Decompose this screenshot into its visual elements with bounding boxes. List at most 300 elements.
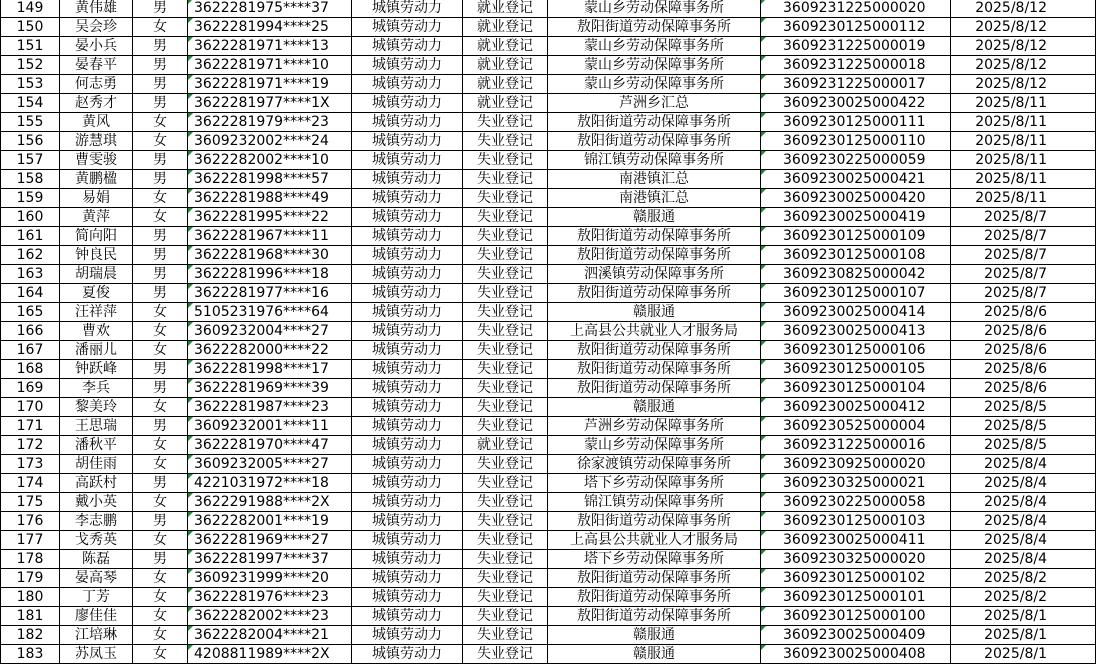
cell-agency[interactable]: 敖阳街道劳动保障事务所 — [548, 569, 761, 588]
cell-id-number[interactable]: 3622282004****21 — [188, 626, 352, 645]
table-row[interactable] — [1, 417, 1096, 436]
cell-agency[interactable]: 敖阳街道劳动保障事务所 — [548, 341, 761, 360]
cell-record-code[interactable]: 3609230125000109 — [761, 227, 951, 246]
cell-row-number[interactable]: 177 — [1, 531, 60, 550]
cell-agency[interactable]: 敖阳街道劳动保障事务所 — [548, 360, 761, 379]
cell-date[interactable]: 2025/8/6 — [951, 303, 1096, 322]
cell-agency[interactable]: 敖阳街道劳动保障事务所 — [548, 227, 761, 246]
table-row[interactable] — [1, 645, 1096, 664]
cell-registration-type[interactable]: 失业登记 — [463, 417, 548, 436]
cell-labor-type[interactable]: 城镇劳动力 — [352, 37, 463, 56]
cell-agency[interactable]: 徐家渡镇劳动保障事务所 — [548, 455, 761, 474]
cell-gender[interactable]: 男 — [133, 170, 188, 189]
cell-date[interactable]: 2025/8/7 — [951, 284, 1096, 303]
table-row[interactable] — [1, 341, 1096, 360]
cell-registration-type[interactable]: 失业登记 — [463, 265, 548, 284]
table-row[interactable] — [1, 474, 1096, 493]
cell-name[interactable]: 王思瑞 — [60, 417, 133, 436]
cell-row-number[interactable]: 173 — [1, 455, 60, 474]
cell-agency[interactable]: 蒙山乡劳动保障事务所 — [548, 436, 761, 455]
table-row[interactable] — [1, 265, 1096, 284]
cell-row-number[interactable]: 150 — [1, 18, 60, 37]
cell-labor-type[interactable]: 城镇劳动力 — [352, 417, 463, 436]
cell-id-number[interactable]: 3622281979****23 — [188, 113, 352, 132]
cell-row-number[interactable]: 149 — [1, 0, 60, 18]
table-row[interactable] — [1, 531, 1096, 550]
cell-date[interactable]: 2025/8/12 — [951, 37, 1096, 56]
cell-id-number[interactable]: 3622281977****1X — [188, 94, 352, 113]
cell-gender[interactable]: 女 — [133, 398, 188, 417]
cell-gender[interactable]: 男 — [133, 474, 188, 493]
cell-id-number[interactable]: 3622281987****23 — [188, 398, 352, 417]
table-row[interactable] — [1, 94, 1096, 113]
table-row[interactable] — [1, 398, 1096, 417]
cell-name[interactable]: 汪祥萍 — [60, 303, 133, 322]
cell-record-code[interactable]: 3609230125000101 — [761, 588, 951, 607]
cell-date[interactable]: 2025/8/4 — [951, 531, 1096, 550]
cell-id-number[interactable]: 3622281998****17 — [188, 360, 352, 379]
table-row[interactable] — [1, 455, 1096, 474]
cell-record-code[interactable]: 3609230025000411 — [761, 531, 951, 550]
cell-name[interactable]: 苏凤玉 — [60, 645, 133, 664]
cell-name[interactable]: 丁芳 — [60, 588, 133, 607]
cell-name[interactable]: 曹雯骏 — [60, 151, 133, 170]
cell-labor-type[interactable]: 城镇劳动力 — [352, 18, 463, 37]
cell-agency[interactable]: 敖阳街道劳动保障事务所 — [548, 284, 761, 303]
cell-id-number[interactable]: 3622281970****47 — [188, 436, 352, 455]
cell-id-number[interactable]: 3622281988****49 — [188, 189, 352, 208]
cell-id-number[interactable]: 5105231976****64 — [188, 303, 352, 322]
cell-registration-type[interactable]: 失业登记 — [463, 645, 548, 664]
cell-row-number[interactable]: 168 — [1, 360, 60, 379]
cell-gender[interactable]: 女 — [133, 493, 188, 512]
cell-id-number[interactable]: 3609231999****20 — [188, 569, 352, 588]
cell-date[interactable]: 2025/8/12 — [951, 75, 1096, 94]
cell-registration-type[interactable]: 失业登记 — [463, 379, 548, 398]
cell-labor-type[interactable]: 城镇劳动力 — [352, 246, 463, 265]
cell-agency[interactable]: 蒙山乡劳动保障事务所 — [548, 37, 761, 56]
cell-id-number[interactable]: 3622281971****19 — [188, 75, 352, 94]
table-row[interactable] — [1, 151, 1096, 170]
cell-date[interactable]: 2025/8/7 — [951, 227, 1096, 246]
cell-row-number[interactable]: 157 — [1, 151, 60, 170]
cell-name[interactable]: 戈秀英 — [60, 531, 133, 550]
cell-labor-type[interactable]: 城镇劳动力 — [352, 474, 463, 493]
cell-record-code[interactable]: 3609230825000042 — [761, 265, 951, 284]
cell-name[interactable]: 夏俊 — [60, 284, 133, 303]
cell-registration-type[interactable]: 就业登记 — [463, 56, 548, 75]
cell-gender[interactable]: 男 — [133, 151, 188, 170]
cell-labor-type[interactable]: 城镇劳动力 — [352, 227, 463, 246]
cell-date[interactable]: 2025/8/1 — [951, 645, 1096, 664]
cell-row-number[interactable]: 155 — [1, 113, 60, 132]
cell-id-number[interactable]: 3622281998****57 — [188, 170, 352, 189]
table-row[interactable] — [1, 0, 1096, 18]
cell-date[interactable]: 2025/8/4 — [951, 512, 1096, 531]
cell-labor-type[interactable]: 城镇劳动力 — [352, 265, 463, 284]
cell-name[interactable]: 高跃村 — [60, 474, 133, 493]
cell-labor-type[interactable]: 城镇劳动力 — [352, 645, 463, 664]
cell-agency[interactable]: 敖阳街道劳动保障事务所 — [548, 18, 761, 37]
cell-record-code[interactable]: 3609230125000102 — [761, 569, 951, 588]
cell-date[interactable]: 2025/8/6 — [951, 341, 1096, 360]
cell-labor-type[interactable]: 城镇劳动力 — [352, 398, 463, 417]
cell-agency[interactable]: 南港镇汇总 — [548, 170, 761, 189]
cell-gender[interactable]: 男 — [133, 56, 188, 75]
table-row[interactable] — [1, 379, 1096, 398]
table-row[interactable] — [1, 132, 1096, 151]
cell-date[interactable]: 2025/8/11 — [951, 132, 1096, 151]
cell-date[interactable]: 2025/8/12 — [951, 56, 1096, 75]
cell-gender[interactable]: 男 — [133, 75, 188, 94]
cell-id-number[interactable]: 3622281976****23 — [188, 588, 352, 607]
cell-registration-type[interactable]: 失业登记 — [463, 113, 548, 132]
table-row[interactable] — [1, 56, 1096, 75]
cell-registration-type[interactable]: 失业登记 — [463, 493, 548, 512]
cell-row-number[interactable]: 162 — [1, 246, 60, 265]
table-row[interactable] — [1, 512, 1096, 531]
cell-date[interactable]: 2025/8/12 — [951, 0, 1096, 18]
cell-record-code[interactable]: 3609230025000408 — [761, 645, 951, 664]
cell-row-number[interactable]: 171 — [1, 417, 60, 436]
cell-registration-type[interactable]: 就业登记 — [463, 436, 548, 455]
cell-row-number[interactable]: 159 — [1, 189, 60, 208]
cell-date[interactable]: 2025/8/5 — [951, 436, 1096, 455]
cell-gender[interactable]: 女 — [133, 322, 188, 341]
cell-labor-type[interactable]: 城镇劳动力 — [352, 341, 463, 360]
cell-agency[interactable]: 敖阳街道劳动保障事务所 — [548, 113, 761, 132]
cell-id-number[interactable]: 3622282000****22 — [188, 341, 352, 360]
cell-agency[interactable]: 芦洲乡汇总 — [548, 94, 761, 113]
cell-labor-type[interactable]: 城镇劳动力 — [352, 607, 463, 626]
cell-record-code[interactable]: 3609230525000004 — [761, 417, 951, 436]
cell-gender[interactable]: 男 — [133, 227, 188, 246]
cell-labor-type[interactable]: 城镇劳动力 — [352, 151, 463, 170]
table-row[interactable] — [1, 626, 1096, 645]
cell-labor-type[interactable]: 城镇劳动力 — [352, 550, 463, 569]
cell-date[interactable]: 2025/8/11 — [951, 189, 1096, 208]
cell-labor-type[interactable]: 城镇劳动力 — [352, 56, 463, 75]
cell-labor-type[interactable]: 城镇劳动力 — [352, 588, 463, 607]
cell-row-number[interactable]: 174 — [1, 474, 60, 493]
cell-date[interactable]: 2025/8/6 — [951, 360, 1096, 379]
cell-registration-type[interactable]: 失业登记 — [463, 512, 548, 531]
table-row[interactable] — [1, 588, 1096, 607]
cell-date[interactable]: 2025/8/5 — [951, 417, 1096, 436]
cell-name[interactable]: 胡佳雨 — [60, 455, 133, 474]
table-row[interactable] — [1, 360, 1096, 379]
cell-registration-type[interactable]: 就业登记 — [463, 75, 548, 94]
cell-agency[interactable]: 芦洲乡劳动保障事务所 — [548, 417, 761, 436]
cell-id-number[interactable]: 3609232001****11 — [188, 417, 352, 436]
cell-registration-type[interactable]: 失业登记 — [463, 246, 548, 265]
cell-date[interactable]: 2025/8/11 — [951, 151, 1096, 170]
cell-gender[interactable]: 女 — [133, 569, 188, 588]
cell-labor-type[interactable]: 城镇劳动力 — [352, 132, 463, 151]
cell-registration-type[interactable]: 失业登记 — [463, 132, 548, 151]
cell-row-number[interactable]: 178 — [1, 550, 60, 569]
cell-name[interactable]: 廖佳佳 — [60, 607, 133, 626]
cell-name[interactable]: 晏高琴 — [60, 569, 133, 588]
cell-name[interactable]: 游慧琪 — [60, 132, 133, 151]
table-row[interactable] — [1, 436, 1096, 455]
cell-gender[interactable]: 女 — [133, 645, 188, 664]
cell-name[interactable]: 简向阳 — [60, 227, 133, 246]
cell-row-number[interactable]: 169 — [1, 379, 60, 398]
cell-gender[interactable]: 男 — [133, 37, 188, 56]
cell-date[interactable]: 2025/8/7 — [951, 208, 1096, 227]
cell-registration-type[interactable]: 失业登记 — [463, 474, 548, 493]
cell-record-code[interactable]: 3609231225000018 — [761, 56, 951, 75]
table-row[interactable] — [1, 246, 1096, 265]
table-row[interactable] — [1, 208, 1096, 227]
cell-gender[interactable]: 女 — [133, 455, 188, 474]
cell-registration-type[interactable]: 失业登记 — [463, 455, 548, 474]
cell-name[interactable]: 胡瑞晨 — [60, 265, 133, 284]
cell-registration-type[interactable]: 失业登记 — [463, 550, 548, 569]
cell-name[interactable]: 黄萍 — [60, 208, 133, 227]
cell-agency[interactable]: 蒙山乡劳动保障事务所 — [548, 0, 761, 18]
cell-gender[interactable]: 男 — [133, 265, 188, 284]
cell-date[interactable]: 2025/8/12 — [951, 18, 1096, 37]
cell-id-number[interactable]: 3622282001****19 — [188, 512, 352, 531]
cell-gender[interactable]: 男 — [133, 94, 188, 113]
cell-registration-type[interactable]: 就业登记 — [463, 18, 548, 37]
cell-agency[interactable]: 敖阳街道劳动保障事务所 — [548, 512, 761, 531]
cell-row-number[interactable]: 172 — [1, 436, 60, 455]
cell-row-number[interactable]: 182 — [1, 626, 60, 645]
cell-gender[interactable]: 女 — [133, 113, 188, 132]
cell-registration-type[interactable]: 失业登记 — [463, 151, 548, 170]
cell-date[interactable]: 2025/8/11 — [951, 94, 1096, 113]
cell-agency[interactable]: 敖阳街道劳动保障事务所 — [548, 132, 761, 151]
cell-name[interactable]: 李兵 — [60, 379, 133, 398]
cell-labor-type[interactable]: 城镇劳动力 — [352, 170, 463, 189]
cell-name[interactable]: 曹欢 — [60, 322, 133, 341]
table-row[interactable] — [1, 303, 1096, 322]
cell-record-code[interactable]: 3609230125000111 — [761, 113, 951, 132]
cell-labor-type[interactable]: 城镇劳动力 — [352, 208, 463, 227]
cell-gender[interactable]: 女 — [133, 531, 188, 550]
cell-record-code[interactable]: 3609230025000414 — [761, 303, 951, 322]
cell-record-code[interactable]: 3609231225000017 — [761, 75, 951, 94]
cell-name[interactable]: 吴会珍 — [60, 18, 133, 37]
cell-labor-type[interactable]: 城镇劳动力 — [352, 113, 463, 132]
cell-registration-type[interactable]: 失业登记 — [463, 284, 548, 303]
cell-labor-type[interactable]: 城镇劳动力 — [352, 284, 463, 303]
cell-id-number[interactable]: 3622281969****27 — [188, 531, 352, 550]
cell-registration-type[interactable]: 失业登记 — [463, 227, 548, 246]
cell-name[interactable]: 江培琳 — [60, 626, 133, 645]
cell-gender[interactable]: 男 — [133, 246, 188, 265]
cell-row-number[interactable]: 181 — [1, 607, 60, 626]
table-row[interactable] — [1, 75, 1096, 94]
cell-date[interactable]: 2025/8/7 — [951, 246, 1096, 265]
cell-record-code[interactable]: 3609230125000103 — [761, 512, 951, 531]
cell-record-code[interactable]: 3609230025000422 — [761, 94, 951, 113]
cell-id-number[interactable]: 3622281967****11 — [188, 227, 352, 246]
cell-agency[interactable]: 锦江镇劳动保障事务所 — [548, 151, 761, 170]
cell-record-code[interactable]: 3609230225000059 — [761, 151, 951, 170]
cell-agency[interactable]: 泗溪镇劳动保障事务所 — [548, 265, 761, 284]
cell-labor-type[interactable]: 城镇劳动力 — [352, 512, 463, 531]
cell-labor-type[interactable]: 城镇劳动力 — [352, 531, 463, 550]
cell-registration-type[interactable]: 失业登记 — [463, 322, 548, 341]
cell-agency[interactable]: 塔下乡劳动保障事务所 — [548, 474, 761, 493]
cell-gender[interactable]: 女 — [133, 132, 188, 151]
cell-row-number[interactable]: 163 — [1, 265, 60, 284]
cell-date[interactable]: 2025/8/5 — [951, 398, 1096, 417]
cell-gender[interactable]: 女 — [133, 436, 188, 455]
cell-registration-type[interactable]: 失业登记 — [463, 626, 548, 645]
cell-agency[interactable]: 蒙山乡劳动保障事务所 — [548, 75, 761, 94]
cell-name[interactable]: 李志鹏 — [60, 512, 133, 531]
cell-record-code[interactable]: 3609230025000413 — [761, 322, 951, 341]
cell-id-number[interactable]: 3622281977****16 — [188, 284, 352, 303]
cell-gender[interactable]: 女 — [133, 341, 188, 360]
cell-row-number[interactable]: 151 — [1, 37, 60, 56]
cell-row-number[interactable]: 183 — [1, 645, 60, 664]
cell-row-number[interactable]: 156 — [1, 132, 60, 151]
cell-record-code[interactable]: 3609230925000020 — [761, 455, 951, 474]
cell-record-code[interactable]: 3609230125000108 — [761, 246, 951, 265]
cell-labor-type[interactable]: 城镇劳动力 — [352, 94, 463, 113]
cell-record-code[interactable]: 3609230025000409 — [761, 626, 951, 645]
cell-id-number[interactable]: 3609232002****24 — [188, 132, 352, 151]
cell-date[interactable]: 2025/8/1 — [951, 607, 1096, 626]
cell-date[interactable]: 2025/8/2 — [951, 569, 1096, 588]
cell-record-code[interactable]: 3609230125000100 — [761, 607, 951, 626]
cell-name[interactable]: 黄鹏楹 — [60, 170, 133, 189]
cell-id-number[interactable]: 4208811989****2X — [188, 645, 352, 664]
cell-date[interactable]: 2025/8/1 — [951, 626, 1096, 645]
cell-record-code[interactable]: 3609230225000058 — [761, 493, 951, 512]
cell-id-number[interactable]: 3622281997****37 — [188, 550, 352, 569]
cell-registration-type[interactable]: 失业登记 — [463, 607, 548, 626]
cell-row-number[interactable]: 166 — [1, 322, 60, 341]
cell-date[interactable]: 2025/8/7 — [951, 265, 1096, 284]
cell-labor-type[interactable]: 城镇劳动力 — [352, 455, 463, 474]
cell-registration-type[interactable]: 失业登记 — [463, 360, 548, 379]
cell-record-code[interactable]: 3609230025000420 — [761, 189, 951, 208]
cell-id-number[interactable]: 3622281996****18 — [188, 265, 352, 284]
cell-agency[interactable]: 塔下乡劳动保障事务所 — [548, 550, 761, 569]
cell-registration-type[interactable]: 就业登记 — [463, 37, 548, 56]
cell-row-number[interactable]: 164 — [1, 284, 60, 303]
cell-name[interactable]: 赵秀才 — [60, 94, 133, 113]
cell-agency[interactable]: 赣服通 — [548, 303, 761, 322]
cell-record-code[interactable]: 3609230025000421 — [761, 170, 951, 189]
cell-registration-type[interactable]: 失业登记 — [463, 398, 548, 417]
cell-gender[interactable]: 男 — [133, 284, 188, 303]
cell-date[interactable]: 2025/8/2 — [951, 588, 1096, 607]
table-row[interactable] — [1, 18, 1096, 37]
cell-record-code[interactable]: 3609230125000112 — [761, 18, 951, 37]
cell-agency[interactable]: 赣服通 — [548, 645, 761, 664]
cell-registration-type[interactable]: 失业登记 — [463, 569, 548, 588]
cell-row-number[interactable]: 170 — [1, 398, 60, 417]
cell-record-code[interactable]: 3609230325000021 — [761, 474, 951, 493]
cell-row-number[interactable]: 153 — [1, 75, 60, 94]
cell-date[interactable]: 2025/8/4 — [951, 493, 1096, 512]
cell-record-code[interactable]: 3609230125000106 — [761, 341, 951, 360]
cell-labor-type[interactable]: 城镇劳动力 — [352, 75, 463, 94]
table-row[interactable] — [1, 569, 1096, 588]
cell-row-number[interactable]: 167 — [1, 341, 60, 360]
cell-date[interactable]: 2025/8/11 — [951, 170, 1096, 189]
cell-record-code[interactable]: 3609230025000419 — [761, 208, 951, 227]
cell-row-number[interactable]: 179 — [1, 569, 60, 588]
cell-agency[interactable]: 上高县公共就业人才服务局 — [548, 531, 761, 550]
cell-id-number[interactable]: 4221031972****18 — [188, 474, 352, 493]
cell-gender[interactable]: 女 — [133, 208, 188, 227]
cell-id-number[interactable]: 3622281971****13 — [188, 37, 352, 56]
cell-agency[interactable]: 敖阳街道劳动保障事务所 — [548, 607, 761, 626]
cell-gender[interactable]: 女 — [133, 607, 188, 626]
cell-id-number[interactable]: 3622281995****22 — [188, 208, 352, 227]
cell-name[interactable]: 陈磊 — [60, 550, 133, 569]
cell-registration-type[interactable]: 失业登记 — [463, 170, 548, 189]
cell-labor-type[interactable]: 城镇劳动力 — [352, 493, 463, 512]
cell-registration-type[interactable]: 就业登记 — [463, 94, 548, 113]
table-row[interactable] — [1, 113, 1096, 132]
cell-date[interactable]: 2025/8/4 — [951, 455, 1096, 474]
cell-registration-type[interactable]: 失业登记 — [463, 208, 548, 227]
cell-labor-type[interactable]: 城镇劳动力 — [352, 303, 463, 322]
cell-registration-type[interactable]: 失业登记 — [463, 531, 548, 550]
table-row[interactable] — [1, 37, 1096, 56]
cell-gender[interactable]: 男 — [133, 417, 188, 436]
cell-name[interactable]: 黄风 — [60, 113, 133, 132]
cell-agency[interactable]: 南港镇汇总 — [548, 189, 761, 208]
cell-gender[interactable]: 男 — [133, 512, 188, 531]
cell-labor-type[interactable]: 城镇劳动力 — [352, 569, 463, 588]
cell-labor-type[interactable]: 城镇劳动力 — [352, 322, 463, 341]
cell-registration-type[interactable]: 就业登记 — [463, 0, 548, 18]
cell-record-code[interactable]: 3609231225000016 — [761, 436, 951, 455]
table-row[interactable] — [1, 493, 1096, 512]
cell-name[interactable]: 潘秋平 — [60, 436, 133, 455]
cell-record-code[interactable]: 3609230325000020 — [761, 550, 951, 569]
cell-agency[interactable]: 赣服通 — [548, 398, 761, 417]
cell-date[interactable]: 2025/8/6 — [951, 322, 1096, 341]
cell-id-number[interactable]: 3622282002****23 — [188, 607, 352, 626]
cell-id-number[interactable]: 3622281994****25 — [188, 18, 352, 37]
cell-row-number[interactable]: 175 — [1, 493, 60, 512]
cell-row-number[interactable]: 158 — [1, 170, 60, 189]
cell-row-number[interactable]: 180 — [1, 588, 60, 607]
cell-row-number[interactable]: 152 — [1, 56, 60, 75]
cell-labor-type[interactable]: 城镇劳动力 — [352, 436, 463, 455]
cell-date[interactable]: 2025/8/4 — [951, 474, 1096, 493]
cell-row-number[interactable]: 160 — [1, 208, 60, 227]
cell-id-number[interactable]: 3622291988****2X — [188, 493, 352, 512]
cell-record-code[interactable]: 3609230125000104 — [761, 379, 951, 398]
cell-gender[interactable]: 女 — [133, 189, 188, 208]
cell-id-number[interactable]: 3622282002****10 — [188, 151, 352, 170]
cell-registration-type[interactable]: 失业登记 — [463, 341, 548, 360]
cell-agency[interactable]: 敖阳街道劳动保障事务所 — [548, 588, 761, 607]
cell-gender[interactable]: 男 — [133, 379, 188, 398]
cell-name[interactable]: 晏小兵 — [60, 37, 133, 56]
table-row[interactable] — [1, 170, 1096, 189]
cell-gender[interactable]: 男 — [133, 0, 188, 18]
cell-date[interactable]: 2025/8/11 — [951, 113, 1096, 132]
cell-name[interactable]: 晏春平 — [60, 56, 133, 75]
cell-row-number[interactable]: 161 — [1, 227, 60, 246]
cell-date[interactable]: 2025/8/4 — [951, 550, 1096, 569]
cell-row-number[interactable]: 176 — [1, 512, 60, 531]
